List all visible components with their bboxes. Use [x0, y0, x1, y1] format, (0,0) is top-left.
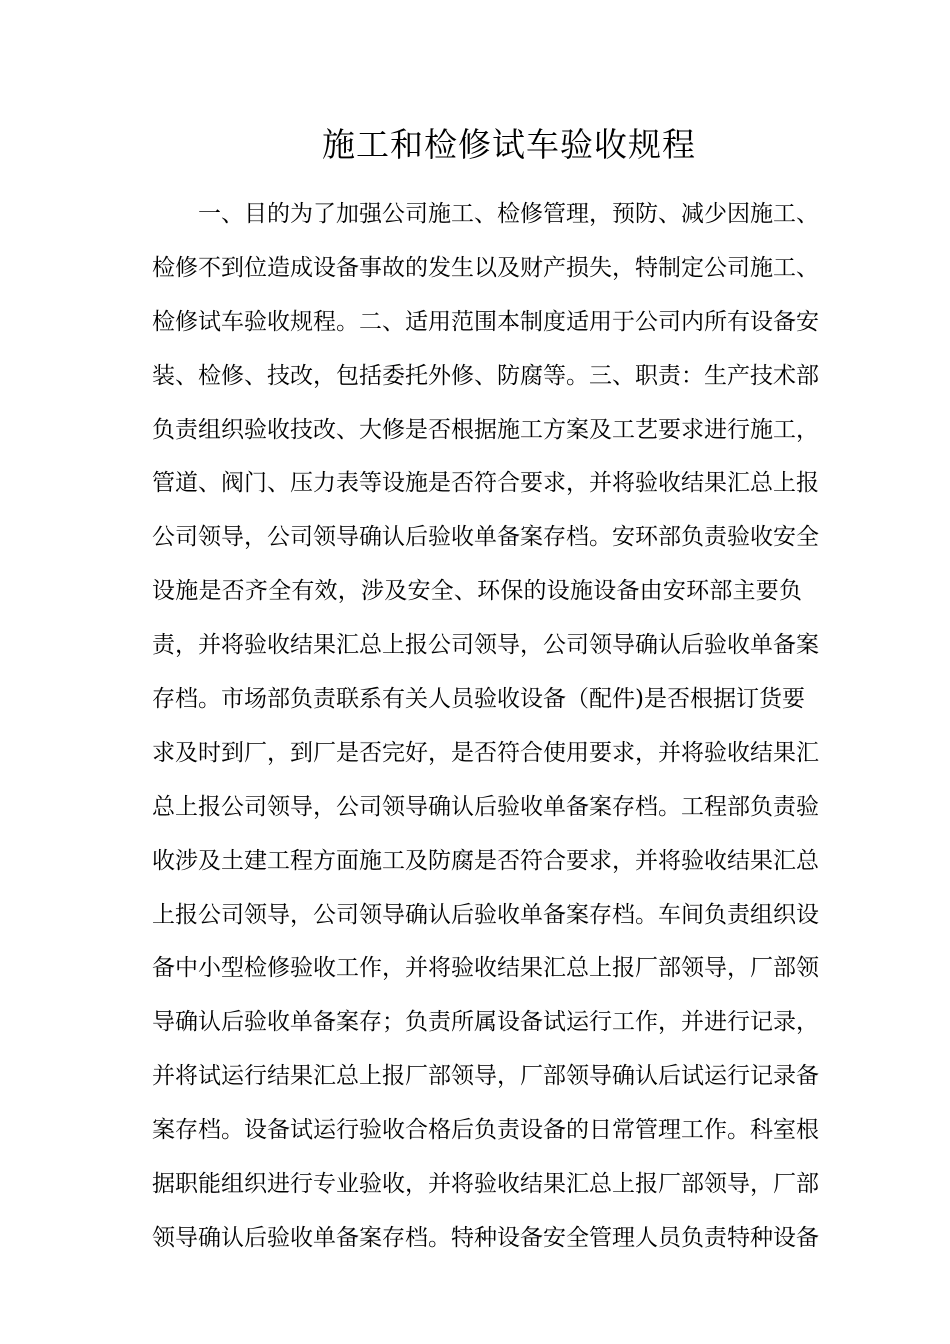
body-line: 导确认后验收单备案存；负责所属设备试运行工作，并进行记录， — [152, 1009, 819, 1036]
body-line: 上报公司领导，公司领导确认后验收单备案存档。车间负责组织设 — [152, 901, 819, 928]
document-title: 施工和检修试车验收规程 — [322, 125, 696, 164]
body-line: 存档。市场部负责联系有关人员验收设备（配件)是否根据订货要 — [152, 686, 805, 713]
body-line: 检修试车验收规程。二、适用范围本制度适用于公司内所有设备安 — [152, 308, 819, 335]
body-line: 总上报公司领导，公司领导确认后验收单备案存档。工程部负责验 — [152, 793, 819, 820]
body-line: 并将试运行结果汇总上报厂部领导，厂部领导确认后试运行记录备 — [152, 1063, 819, 1090]
body-line: 一、目的为了加强公司施工、检修管理，预防、减少因施工、 — [198, 201, 819, 227]
body-line: 管道、阀门、压力表等设施是否符合要求，并将验收结果汇总上报 — [152, 470, 819, 497]
document-body — [152, 188, 819, 1266]
body-line: 求及时到厂，到厂是否完好，是否符合使用要求，并将验收结果汇 — [152, 739, 819, 766]
body-line: 责，并将验收结果汇总上报公司领导，公司领导确认后验收单备案 — [152, 632, 819, 659]
body-line: 收涉及土建工程方面施工及防腐是否符合要求，并将验收结果汇总 — [152, 847, 819, 874]
body-line: 负责组织验收技改、大修是否根据施工方案及工艺要求进行施工， — [152, 416, 819, 443]
body-line: 检修不到位造成设备事故的发生以及财产损失，特制定公司施工、 — [152, 254, 819, 281]
body-line: 公司领导，公司领导确认后验收单备案存档。安环部负责验收安全 — [152, 524, 819, 551]
body-line: 设施是否齐全有效，涉及安全、环保的设施设备由安环部主要负 — [152, 578, 802, 605]
body-line: 据职能组织进行专业验收，并将验收结果汇总上报厂部领导，厂部 — [152, 1171, 819, 1198]
body-line: 案存档。设备试运行验收合格后负责设备的日常管理工作。科室根 — [152, 1117, 819, 1144]
body-line: 备中小型检修验收工作，并将验收结果汇总上报厂部领导，厂部领 — [152, 955, 819, 982]
body-line: 装、检修、技改，包括委托外修、防腐等。三、职责：生产技术部 — [152, 362, 819, 389]
body-line: 领导确认后验收单备案存档。特种设备安全管理人员负责特种设备 — [152, 1224, 819, 1251]
